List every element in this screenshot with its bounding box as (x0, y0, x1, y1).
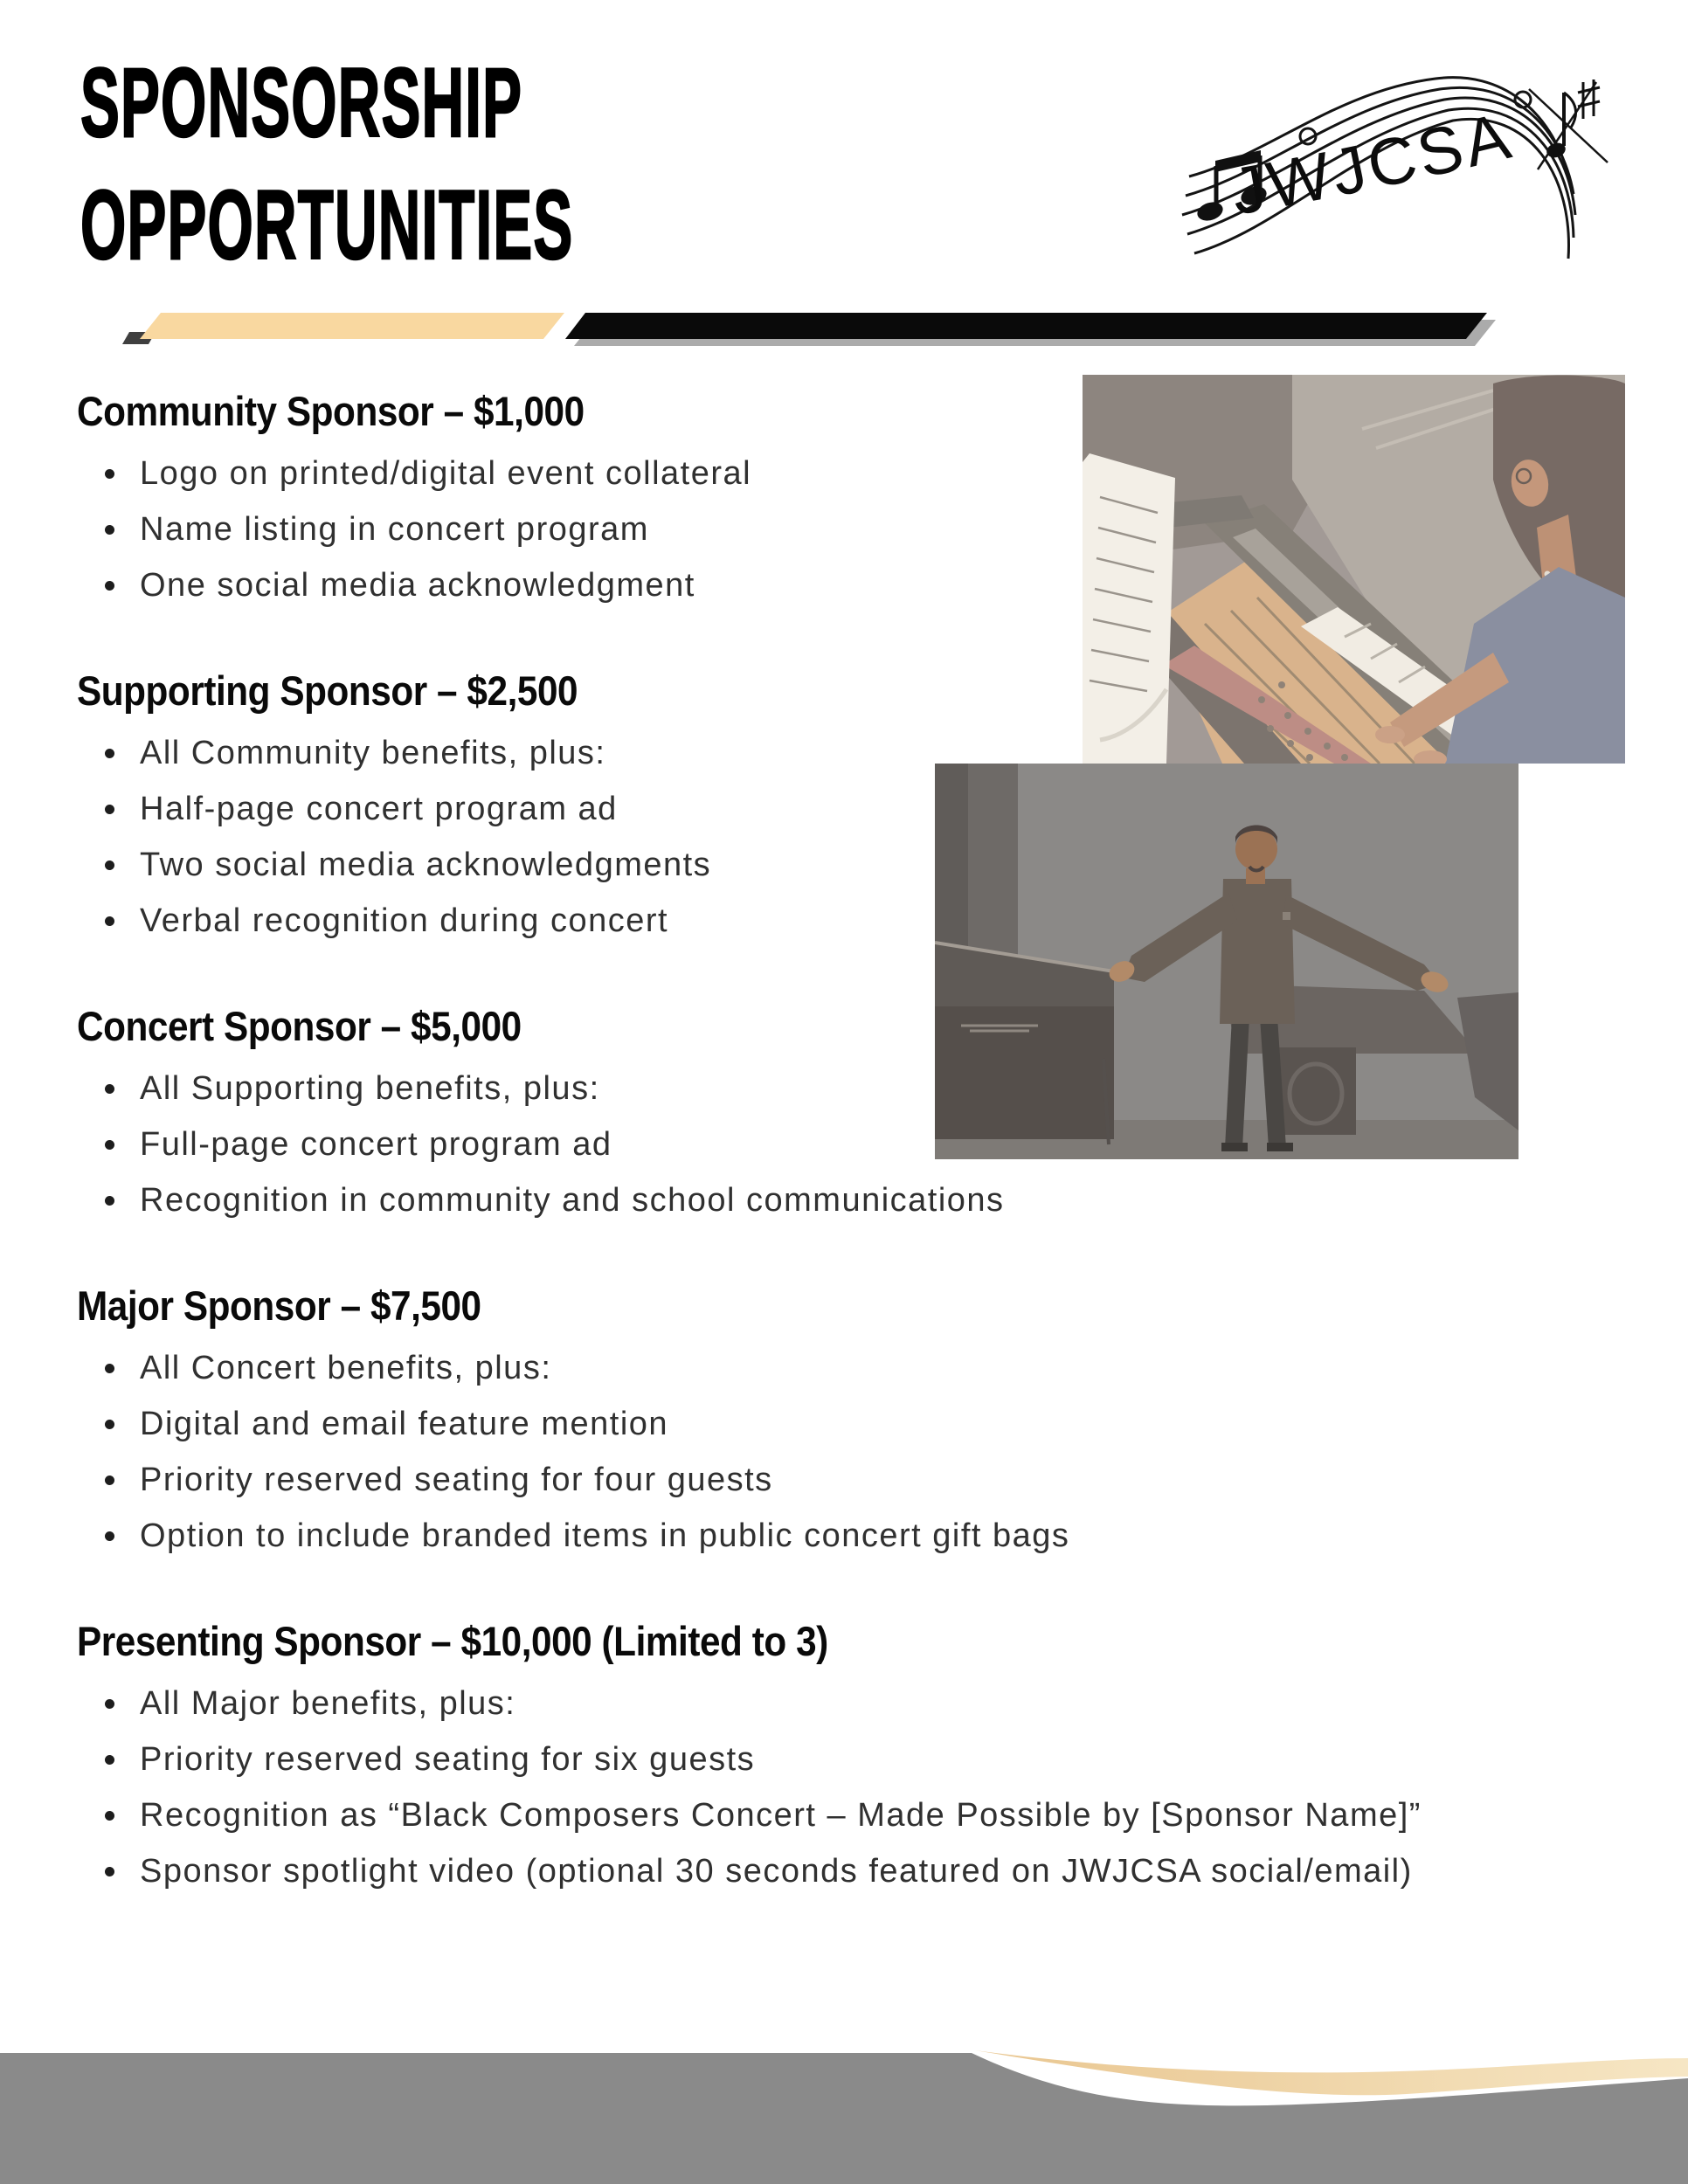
benefit-item: One social media acknowledgment (77, 557, 1440, 613)
page-title-line2: OPPORTUNITIES (80, 170, 574, 280)
benefit-item: Two social media acknowledgments (77, 837, 1440, 893)
tier-benefits (77, 725, 1440, 949)
benefit-item: Half-page concert program ad (77, 781, 1440, 837)
tier-list (77, 390, 1449, 1955)
tier-community (77, 390, 1449, 613)
tier-benefits (77, 1061, 1440, 1228)
jwjcsa-logo (1175, 58, 1616, 272)
benefit-item: All Concert benefits, plus: (77, 1340, 1440, 1396)
page-title (80, 42, 903, 287)
benefit-item: Sponsor spotlight video (optional 30 seconds featured on JWJCSA social/email) (77, 1843, 1440, 1899)
tan-accent-bar (140, 313, 564, 339)
tier-concert (77, 1005, 1449, 1228)
tier-heading: Supporting Sponsor – $2,500 (77, 667, 578, 714)
tier-heading: Major Sponsor – $7,500 (77, 1282, 481, 1329)
benefit-item: Logo on printed/digital event collateral (77, 446, 1440, 501)
tier-heading: Concert Sponsor – $5,000 (77, 1003, 522, 1049)
benefit-item: Recognition in community and school communications (77, 1172, 1440, 1228)
tier-heading: Community Sponsor – $1,000 (77, 388, 585, 434)
logo-wordmark: JWJCSA (1226, 98, 1520, 230)
tier-benefits (77, 1340, 1440, 1564)
tier-benefits (77, 446, 1440, 613)
page-title-line1: SPONSORSHIP (80, 48, 523, 157)
benefit-item: All Community benefits, plus: (77, 725, 1440, 781)
black-accent-bar (565, 313, 1487, 339)
tier-supporting (77, 669, 1449, 949)
benefit-item: Full-page concert program ad (77, 1116, 1440, 1172)
benefit-item: Priority reserved seating for four guests (77, 1452, 1440, 1508)
benefit-item: Recognition as “Black Composers Concert – Made Possible by [Sponsor Name]” (77, 1787, 1440, 1843)
benefit-item: Priority reserved seating for six guests (77, 1731, 1440, 1787)
tier-major (77, 1284, 1449, 1564)
tier-benefits (77, 1676, 1440, 1899)
benefit-item: Digital and email feature mention (77, 1396, 1440, 1452)
benefit-item: Verbal recognition during concert (77, 893, 1440, 949)
accent-bars (0, 306, 1688, 355)
tier-presenting (77, 1620, 1449, 1899)
benefit-item: Option to include branded items in public concert gift bags (77, 1508, 1440, 1564)
benefit-item: All Supporting benefits, plus: (77, 1061, 1440, 1116)
tier-heading: Presenting Sponsor – $10,000 (Limited to 3) (77, 1618, 828, 1664)
benefit-item: All Major benefits, plus: (77, 1676, 1440, 1731)
benefit-item: Name listing in concert program (77, 501, 1440, 557)
footer-wave (0, 2018, 1688, 2184)
